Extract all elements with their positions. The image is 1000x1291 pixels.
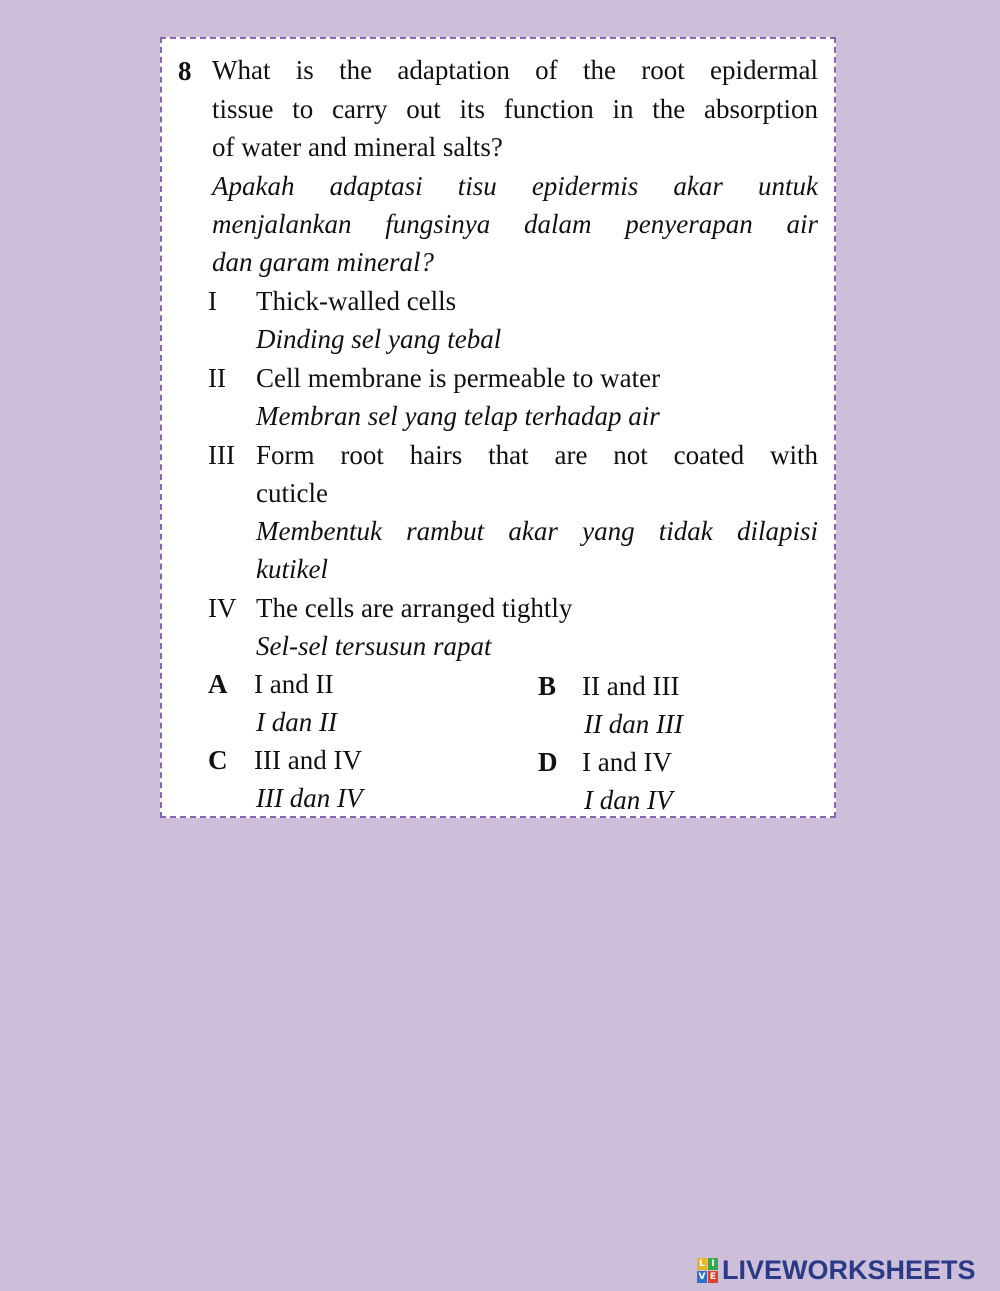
- option-a-text-en[interactable]: I and II: [254, 669, 334, 699]
- statement-numeral-iii: III: [208, 440, 235, 470]
- statement-numeral-i: I: [208, 286, 217, 316]
- liveworksheets-brand-text: LIVEWORKSHEETS: [722, 1254, 976, 1285]
- logo-letter-i: I: [708, 1258, 718, 1270]
- option-d-letter[interactable]: D: [538, 747, 558, 777]
- option-c-text-ms[interactable]: III dan IV: [256, 783, 363, 813]
- option-d-text-en[interactable]: I and IV: [582, 747, 672, 777]
- option-a-letter[interactable]: A: [208, 669, 228, 699]
- question-text-ms-line-3: dan garam mineral?: [212, 247, 434, 277]
- logo-letter-v: V: [698, 1271, 706, 1282]
- question-card: [160, 37, 836, 818]
- liveworksheets-logo[interactable]: [697, 1254, 976, 1286]
- question-text-en-line-2: tissue to carry out its function in the absorption: [212, 94, 818, 124]
- statement-iii-ms-line-1: Membentuk rambut akar yang tidak dilapisi: [256, 516, 818, 546]
- statement-ii-en: Cell membrane is permeable to water: [256, 363, 661, 393]
- logo-letter-e: E: [709, 1271, 717, 1282]
- statement-iv-en: The cells are arranged tightly: [256, 593, 573, 623]
- option-d-text-ms[interactable]: I dan IV: [584, 785, 673, 815]
- option-b-text-ms[interactable]: II dan III: [584, 709, 683, 739]
- statement-i-en: Thick-walled cells: [256, 286, 457, 316]
- statement-i-ms: Dinding sel yang tebal: [256, 324, 502, 354]
- logo-letter-l: L: [697, 1258, 707, 1270]
- statement-numeral-iv: IV: [208, 593, 237, 623]
- liveworksheets-logo-icon: [697, 1258, 718, 1283]
- option-c-text-en[interactable]: III and IV: [254, 745, 362, 775]
- question-text-en-line-1: What is the adaptation of the root epidermal: [212, 55, 818, 85]
- question-text-ms-line-2: menjalankan fungsinya dalam penyerapan air: [212, 209, 818, 239]
- statement-iii-en-line-2: cuticle: [256, 478, 328, 508]
- statement-numeral-ii: II: [208, 363, 226, 393]
- option-b-letter[interactable]: B: [538, 671, 557, 701]
- question-text-en-line-3: of water and mineral salts?: [212, 132, 503, 162]
- option-c-letter[interactable]: C: [208, 745, 228, 775]
- option-b-text-en[interactable]: II and III: [582, 671, 680, 701]
- question-text-ms-line-1: Apakah adaptasi tisu epidermis akar untuk: [212, 171, 818, 201]
- option-a-text-ms[interactable]: I dan II: [256, 707, 337, 737]
- statement-ii-ms: Membran sel yang telap terhadap air: [256, 401, 660, 431]
- statement-iii-en-line-1: Form root hairs that are not coated with: [256, 440, 818, 470]
- statement-iv-ms: Sel-sel tersusun rapat: [256, 631, 492, 661]
- question-number: 8: [178, 56, 192, 86]
- statement-iii-ms-line-2: kutikel: [256, 554, 328, 584]
